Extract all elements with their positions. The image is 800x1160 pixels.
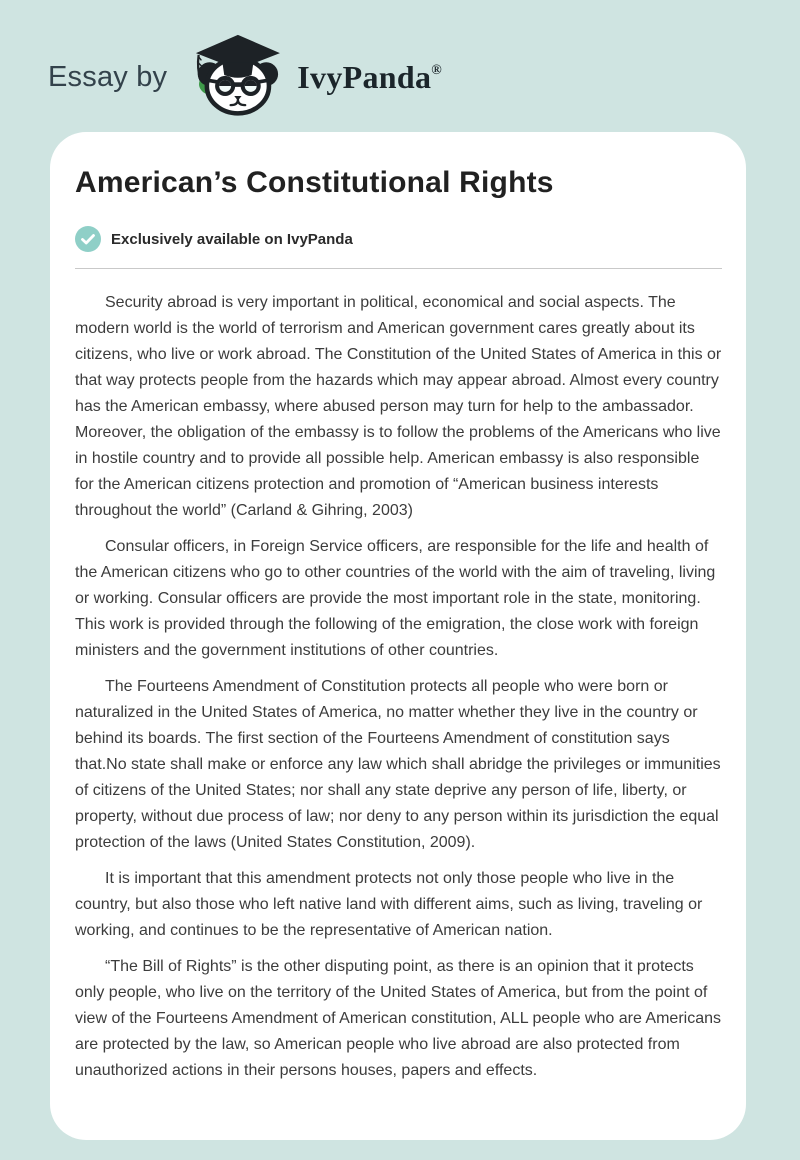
exclusive-badge-label: Exclusively available on IvyPanda (111, 230, 353, 248)
essay-paragraph: The Fourteens Amendment of Constitution protects all people who were born or naturalized in the United States of America, no matter whether they live in the country or behind its boards. The first section of the Fourteens Amendment of constitution says that.No state shall make or enforce any law which shall abridge the privileges or immunities of citizens of the United States; nor shall any state deprive any person of life, liberty, or property, without due process of law; nor deny to any person within its jurisdiction the equal protection of the laws (United States Constitution, 2009). (75, 678, 721, 851)
essay-paragraph: “The Bill of Rights” is the other disputing point, as there is an opinion that it protects only people, who live on the territory of the United States of America, but from the point of view of the Fourteens Amendment of American constitution, ALL people who are Americans are protected by the law, so American people who live abroad are also protected from unauthorized actions in their persons houses, papers and effects. (75, 958, 721, 1079)
divider (75, 268, 722, 269)
essay-paragraph: Consular officers, in Foreign Service officers, are responsible for the life and health of the American citizens who go to other countries of the world with the aim of traveling, living or working. Consular officers are provide the most important role in the state, monitoring. This work is provided through the following of the emigration, the close work with foreign ministers and the government institutions of other countries. (75, 538, 716, 659)
panda-graduate-logo-icon (185, 33, 289, 117)
check-circle-icon (75, 226, 101, 252)
registered-mark: ® (431, 62, 443, 78)
brand-name (297, 59, 442, 96)
page-title: American’s Constitutional Rights (75, 166, 554, 199)
essay-body (75, 290, 722, 1084)
essay-paragraph: It is important that this amendment protects not only those people who live in the country, but also those who left native land with different aims, such as living, traveling or working, and continues to be the representative of American nation. (75, 870, 703, 939)
brand-text: IvyPanda (297, 58, 432, 95)
essay-paragraph: Security abroad is very important in political, economical and social aspects. The modern world is the world of terrorism and American government cares greatly about its citizens, who live or work abroad. The Constitution of the United States of America in this or that way protects people from the hazards which may appear abroad. Almost every country has the American embassy, where abused person may turn for help to the ambassador. Moreover, the obligation of the embassy is to follow the problems of the Americans who live in hostile country and to provide all possible help. American embassy is also responsible for the American citizens protection and promotion of “American business interests throughout the world” (Carland & Gihring, 2003) (75, 294, 722, 519)
exclusive-badge (75, 226, 722, 252)
essay-by-label: Essay by (48, 60, 168, 93)
essay-card (50, 132, 746, 1140)
site-header (0, 0, 800, 118)
